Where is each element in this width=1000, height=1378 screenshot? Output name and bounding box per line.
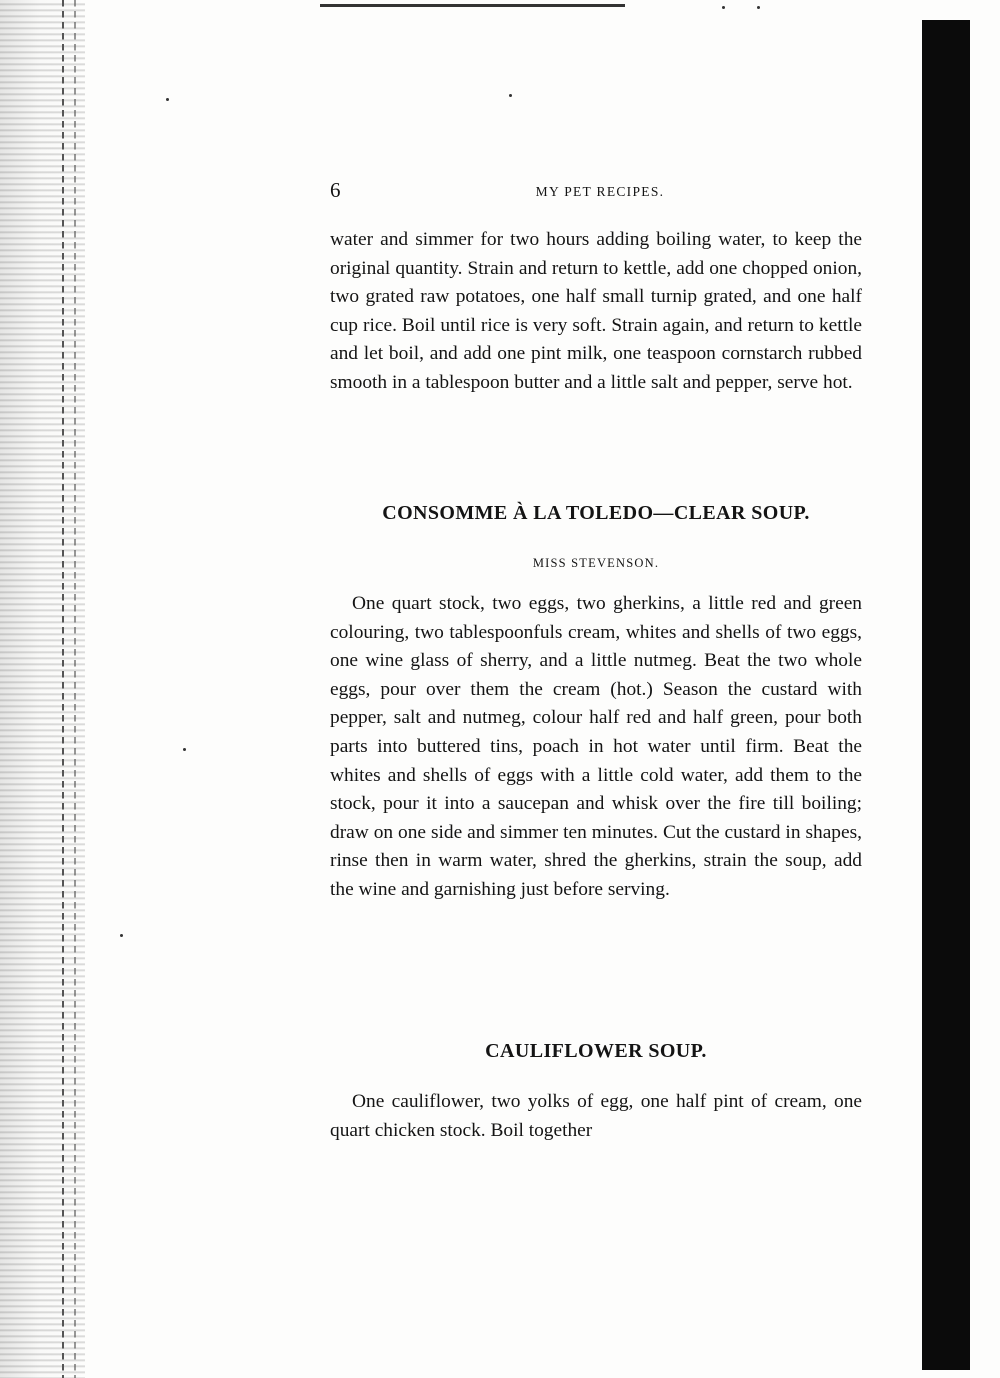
- scan-speck: [722, 6, 725, 9]
- page-number: 6: [330, 178, 341, 202]
- scan-speck: [757, 6, 760, 9]
- scan-speck: [120, 934, 123, 937]
- continued-paragraph: water and simmer for two hours adding boiling water, to keep the original quantity. Strain and return to kettle, add one chopped onion, two grated raw potatoes, one half small turnip grated, and one half cup rice. Boil until rice is very soft. Strain again, and return to kettle and let boil, and add one pint milk, one teaspoon cornstarch rubbed smooth in a tablespoon butter and a little salt and pepper, serve hot.: [330, 229, 862, 393]
- recipe-title-consomme: CONSOMME À LA TOLEDO—CLEAR SOUP.: [382, 502, 810, 524]
- running-head: [330, 178, 860, 208]
- recipe-body-consomme: One quart stock, two eggs, two gherkins, a little red and green colouring, two tablespoonfuls cream, whites and shells of two eggs, one wine glass of sherry, and a little nutmeg. Beat the two whole eggs, pour over them the cream (hot.) Season the custard with pepper, salt and nutmeg, colour half red and half green, pour both parts into buttered tins, poach in hot water until firm. Beat the whites and shells of eggs with a little cold water, add them to the stock, pour it into a saucepan and whisk over the fire till boiling; draw on one side and simmer ten minutes. Cut the custard in shapes, rinse then in warm water, shred the gherkins, strain the soup, add the wine and garnishing just before serving.: [330, 593, 862, 900]
- binding-line: [62, 0, 64, 1378]
- scan-speck: [509, 94, 512, 97]
- recipe-title-cauliflower: CAULIFLOWER SOUP.: [485, 1040, 707, 1062]
- scan-speck: [166, 98, 169, 101]
- binding-shadow: [0, 0, 85, 1378]
- recipe-body-cauliflower: One cauliflower, two yolks of egg, one half pint of cream, one quart chicken stock. Boil together: [330, 1091, 862, 1141]
- scan-speck: [183, 748, 186, 751]
- scan-top-mark: [320, 4, 625, 7]
- recipe-contributor: MISS STEVENSON.: [532, 556, 660, 570]
- binding-line: [74, 0, 76, 1378]
- running-title: MY PET RECIPES.: [535, 184, 665, 199]
- scan-edge-bar: [922, 20, 970, 1370]
